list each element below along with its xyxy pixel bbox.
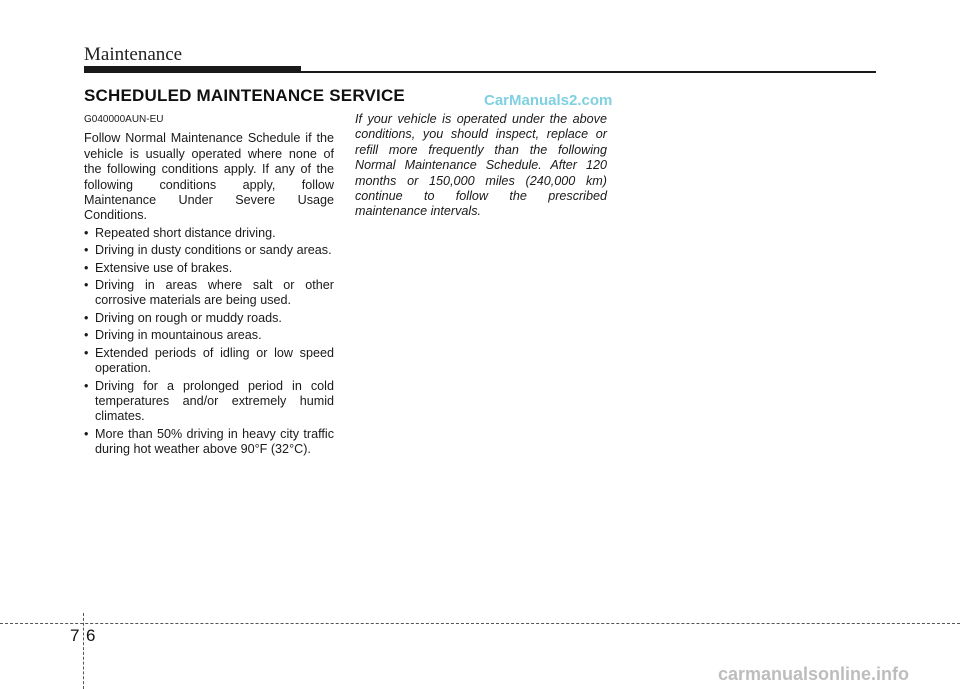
page-number: 6	[86, 626, 96, 645]
list-item	[84, 278, 334, 309]
bullet-icon: •	[84, 260, 89, 275]
bullet-icon: •	[84, 378, 89, 393]
list-item	[84, 379, 334, 425]
list-item	[84, 328, 334, 343]
bullet-icon: •	[84, 243, 89, 258]
bullet-icon: •	[84, 345, 89, 360]
page-number-divider	[83, 613, 84, 689]
list-item-text: Repeated short distance driving.	[95, 225, 276, 240]
list-item	[84, 243, 334, 258]
bullet-icon: •	[84, 225, 89, 240]
left-column	[84, 112, 334, 458]
bullet-icon: •	[84, 328, 89, 343]
bullet-icon: •	[84, 426, 89, 441]
bullet-icon: •	[84, 278, 89, 293]
list-item	[84, 226, 334, 241]
list-item-text: Driving in areas where salt or other corrosive materials are being used.	[95, 278, 334, 308]
bullet-icon: •	[84, 310, 89, 325]
list-item-text: Driving in mountainous areas.	[95, 328, 262, 343]
chapter-number: 7	[70, 626, 80, 645]
footer-site-link[interactable]: carmanualsonline.info	[718, 664, 910, 684]
list-item	[84, 427, 334, 458]
footer-divider	[0, 623, 960, 624]
right-column-note: If your vehicle is operated under the above conditions, you should inspect, replace or refill more frequently than the following Normal Maintenance Schedule. After 120 months or 150,000 miles (240,000 km) continue to follow the prescribed maintenance intervals.	[355, 112, 607, 219]
list-item	[84, 261, 334, 276]
list-item	[84, 346, 334, 377]
list-item-text: Driving in dusty conditions or sandy areas.	[95, 243, 332, 258]
intro-paragraph: Follow Normal Maintenance Schedule if the vehicle is usually operated where none of the following conditions apply. If any of the following conditions apply, follow Maintenance Under Severe Usage Conditions.	[84, 131, 334, 223]
list-item	[84, 311, 334, 326]
section-code: G040000AUN-EU	[84, 114, 164, 125]
list-item-text: More than 50% driving in heavy city traffic during hot weather above 90°F (32°C).	[95, 426, 334, 457]
page-header-title: Maintenance	[84, 44, 183, 65]
conditions-list	[84, 226, 334, 458]
list-item-text: Extensive use of brakes.	[95, 260, 233, 275]
list-item-text: Driving on rough or muddy roads.	[95, 310, 282, 325]
section-title: SCHEDULED MAINTENANCE SERVICE	[84, 86, 405, 105]
header-rule-thin	[84, 71, 876, 73]
list-item-text: Extended periods of idling or low speed operation.	[95, 345, 334, 376]
list-item-text: Driving for a prolonged period in cold temperatures and/or extremely humid climates.	[95, 378, 334, 424]
watermark-link[interactable]: CarManuals2.com	[484, 92, 613, 109]
